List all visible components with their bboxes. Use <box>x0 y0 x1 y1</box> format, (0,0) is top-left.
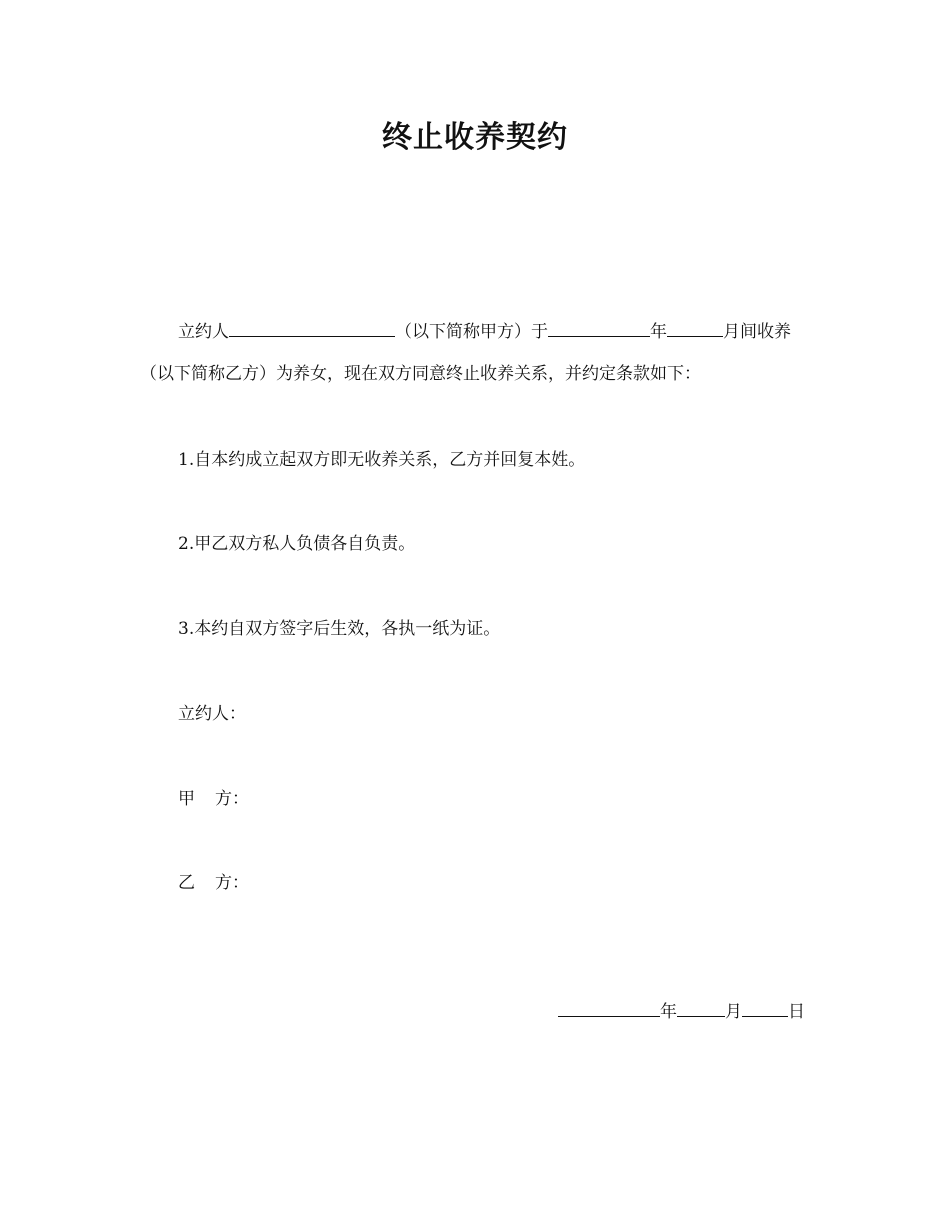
intro-year-label: 年 <box>650 322 667 342</box>
party-b-char: 乙 <box>178 873 195 893</box>
party-a-char: 甲 <box>178 789 195 809</box>
intro-lead: 立约人 <box>178 322 229 342</box>
intro-after-name: （以下简称甲方）于 <box>395 322 548 342</box>
clause-3: 3.本约自双方签字后生效，各执一纸为证。 <box>178 619 501 639</box>
date-month-blank[interactable] <box>677 998 725 1017</box>
adoption-month-blank[interactable] <box>667 318 723 337</box>
intro-line-2: （以下简称乙方）为养女，现在双方同意终止收养关系，并约定条款如下： <box>140 364 701 384</box>
date-year-label: 年 <box>660 1002 677 1022</box>
party-a-name-blank[interactable] <box>229 318 395 337</box>
document-title: 终止收养契约 <box>382 120 568 155</box>
party-b-suffix: 方： <box>215 873 249 893</box>
date-day-blank[interactable] <box>742 998 788 1017</box>
signing-date-line <box>558 998 805 1024</box>
party-a-signature-line <box>178 787 249 811</box>
date-month-label: 月 <box>725 1002 742 1022</box>
date-year-blank[interactable] <box>558 998 660 1017</box>
party-a-suffix: 方： <box>215 789 249 809</box>
intro-month-label: 月间收养 <box>723 322 791 342</box>
clause-2: 2.甲乙双方私人负债各自负责。 <box>178 534 416 554</box>
adoption-year-blank[interactable] <box>548 318 650 337</box>
signatory-label: 立约人： <box>178 704 246 724</box>
intro-line-1 <box>178 318 791 344</box>
clause-1: 1.自本约成立起双方即无收养关系，乙方并回复本姓。 <box>178 450 586 470</box>
party-b-signature-line <box>178 871 249 895</box>
date-day-label: 日 <box>788 1002 805 1022</box>
